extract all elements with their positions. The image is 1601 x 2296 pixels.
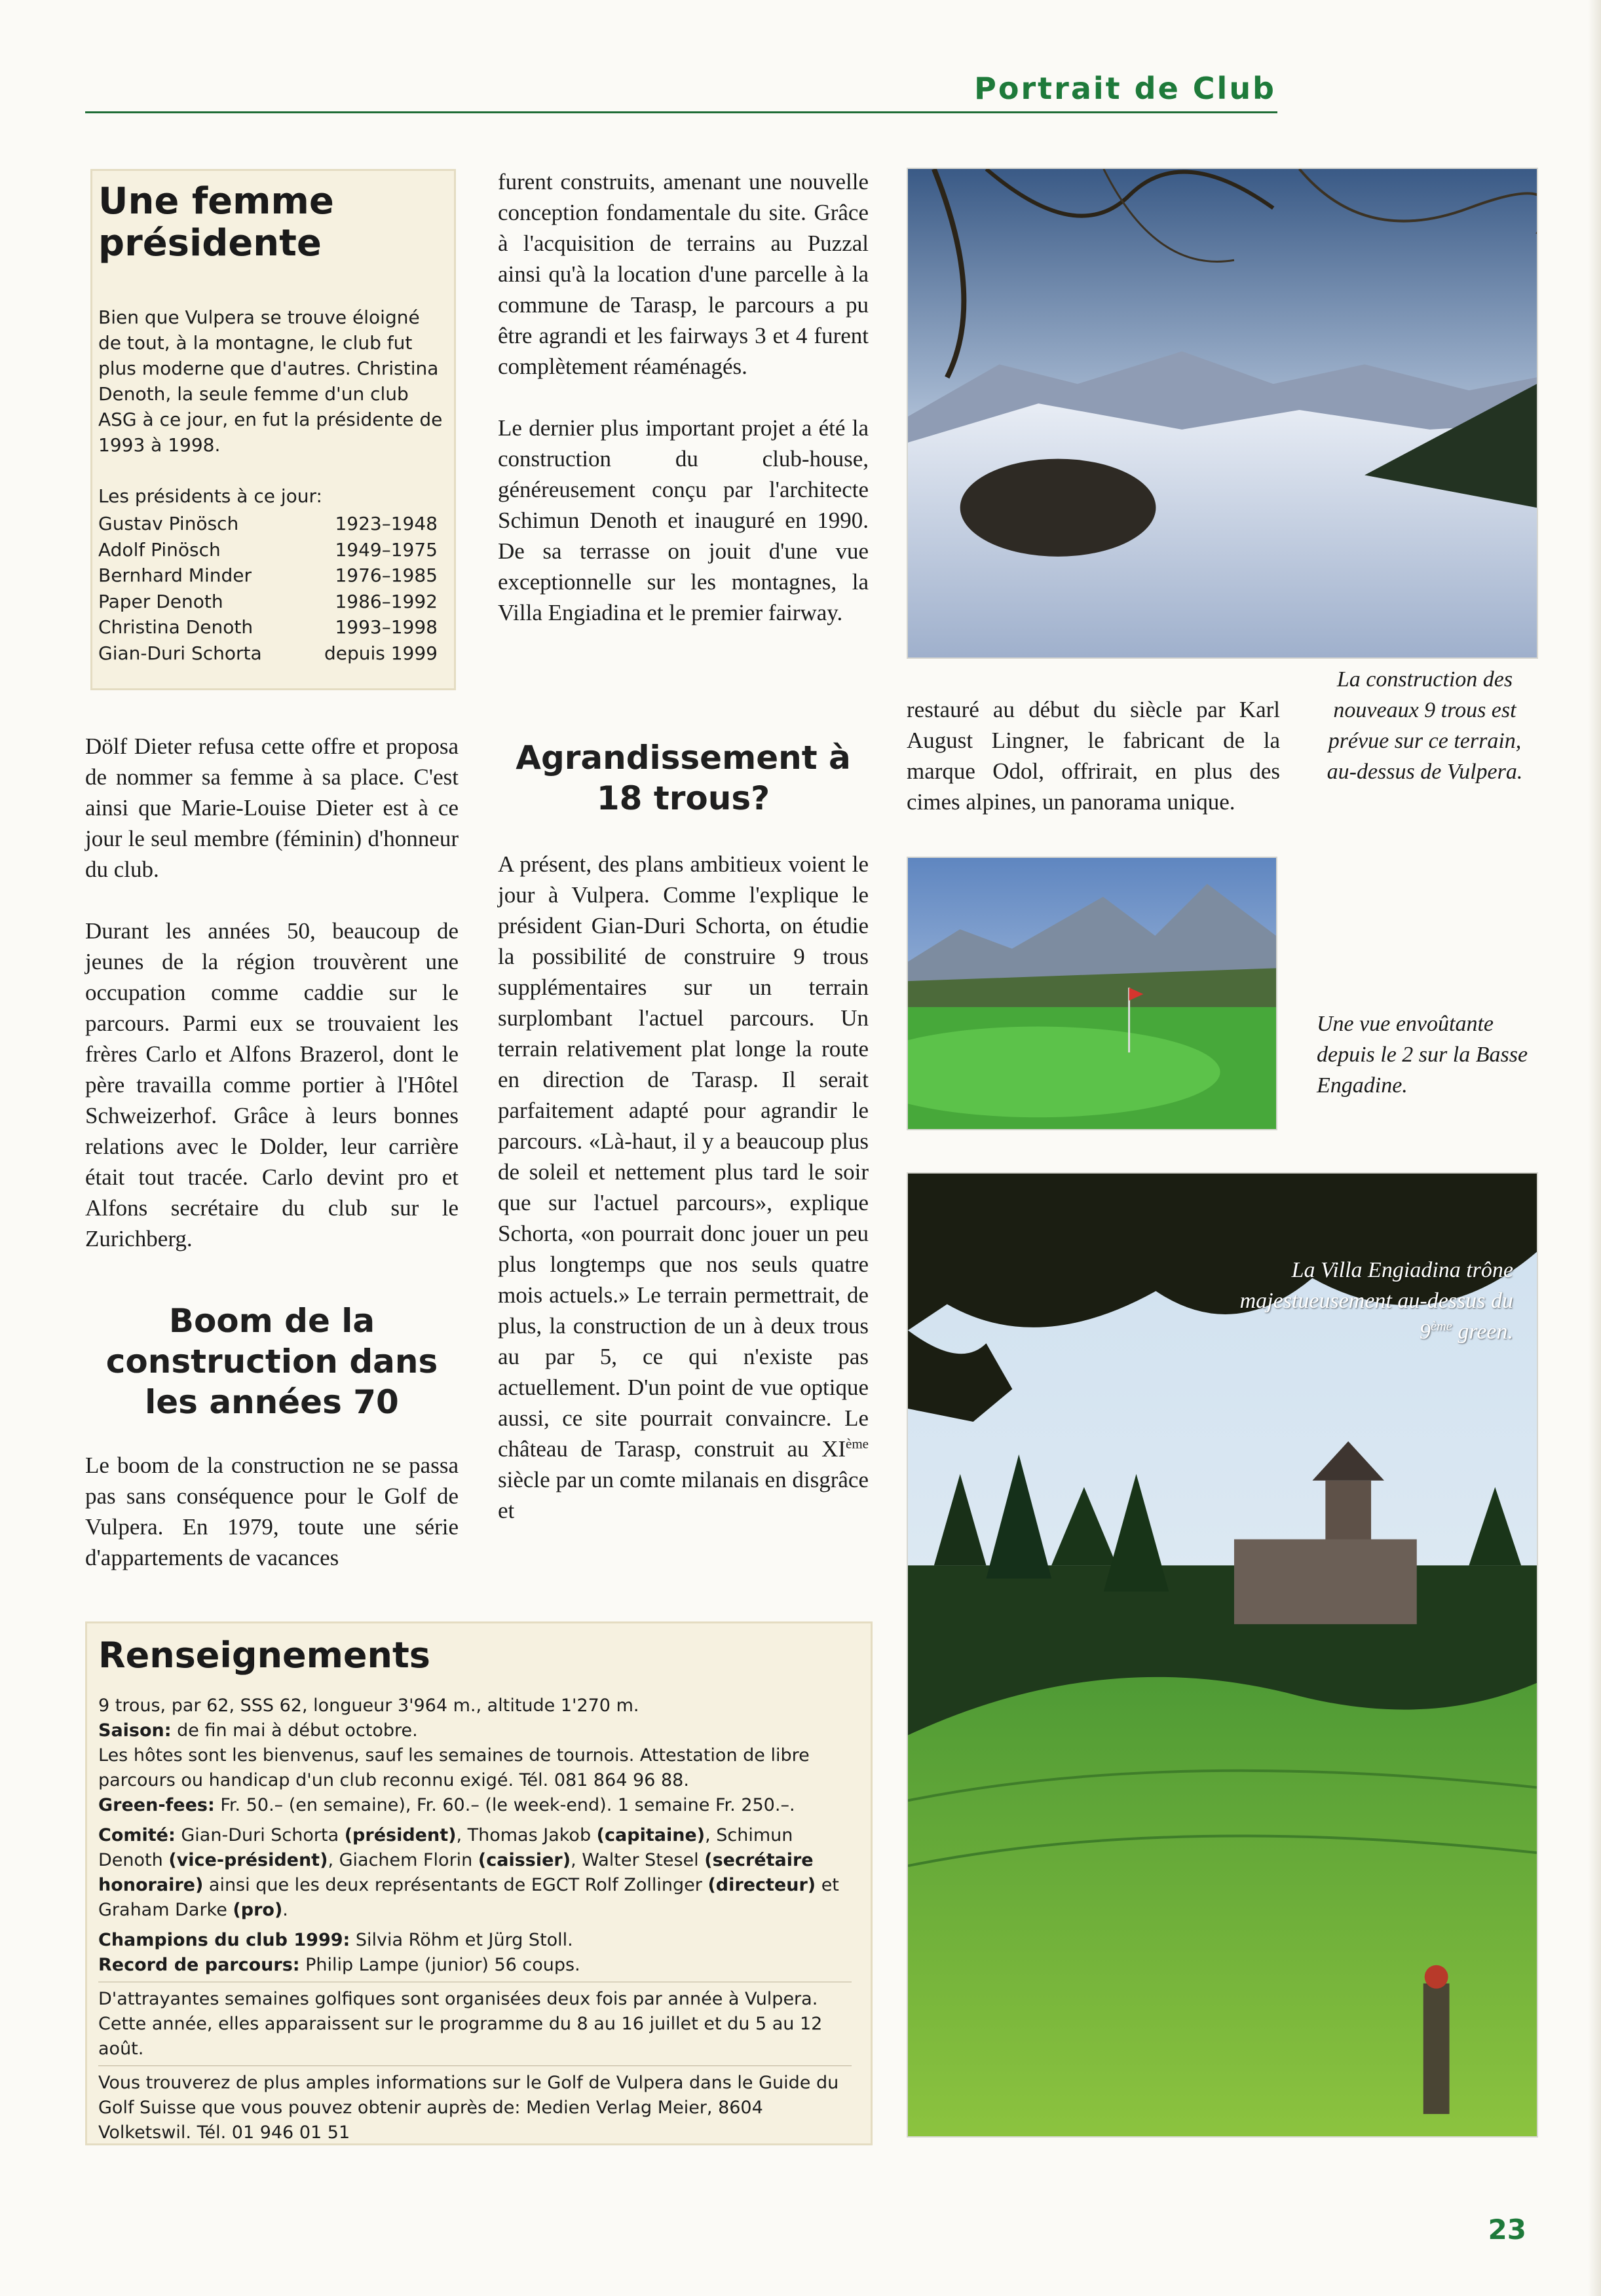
- president-list-title: Les présidents à ce jour:: [98, 485, 322, 507]
- info-role: (président): [344, 1825, 457, 1845]
- header-rule: [85, 111, 1277, 113]
- info-line: Vous trouverez de plus amples informations sur le Golf de Vulpera dans le Guide du Golf Suisse que vous pouvez obtenir auprès de: Medien Verlag Meier, 8604 Volketswil. Tél. 01 946 01 51: [98, 2073, 839, 2143]
- photo-golf-green-flag: [907, 857, 1277, 1130]
- info-value: Silvia Röhm et Jürg Stoll.: [350, 1930, 573, 1950]
- president-name: Paper Denoth: [98, 590, 223, 612]
- president-years: 1923–1948: [335, 513, 438, 534]
- president-row: [98, 537, 438, 563]
- president-row: [98, 640, 438, 667]
- info-value: ainsi que les deux représentants de EGCT Rolf Zollinger: [203, 1875, 708, 1895]
- caption-construction: La construction des nouveaux 9 trous est prévue sur ce terrain, au-dessus de Vulpera.: [1327, 667, 1523, 784]
- paragraph: Le boom de la construction ne se passa pas sans conséquence pour le Golf de Vulpera. En 1979, toute une série d'appartements de vacances: [85, 1453, 459, 1570]
- paragraph: Le dernier plus important projet a été la construction du club-house, généreusement conçu par l'architecte Schimun Denoth et inauguré en 1990. De sa terrasse on jouit d'une vue exceptionnelle sur les montagnes, la Villa Engiadina et le premier fairway.: [498, 415, 869, 625]
- divider: [98, 2065, 852, 2066]
- superscript: ème: [846, 1435, 869, 1452]
- info-value: , Walter Stesel: [571, 1850, 705, 1870]
- paragraph: Dölf Dieter refusa cette offre et proposa de nommer sa femme à sa place. C'est ainsi que Marie-Louise Dieter est à ce jour le seul membre (féminin) d'honneur du club.: [85, 733, 459, 882]
- president-years: 1976–1985: [335, 565, 438, 586]
- president-name: Christina Denoth: [98, 616, 254, 638]
- president-list: [98, 511, 438, 666]
- info-role: (pro): [233, 1900, 283, 1920]
- info-label: Saison:: [98, 1720, 172, 1741]
- info-value: , Thomas Jakob: [456, 1825, 597, 1845]
- president-row: [98, 511, 438, 537]
- info-line: [98, 1793, 858, 1818]
- info-line: D'attrayantes semaines golfiques sont organisées deux fois par année à Vulpera. Cette année, elles apparaissent sur le programme du 8 au 16 juillet et du 5 au 12 août.: [98, 1989, 823, 2059]
- heading-agrandissement: Agrandissement à 18 trous?: [516, 739, 851, 817]
- president-years: 1993–1998: [335, 616, 438, 638]
- president-box-intro: Bien que Vulpera se trouve éloigné de tout, à la montagne, le club fut plus moderne que d'autres. Christina Denoth, la seule femme d'un club ASG à ce jour, en fut la présidente de 1993 à 1998.: [98, 306, 443, 456]
- photo-snow-landscape: [907, 168, 1538, 659]
- column1-text: [85, 731, 459, 1254]
- info-line-comite: [98, 1823, 858, 1923]
- info-role: (directeur): [707, 1875, 816, 1895]
- president-name: Gian-Duri Schorta: [98, 642, 262, 664]
- info-value: et Graham Darke: [98, 1875, 839, 1920]
- caption-part: green.: [1452, 1320, 1513, 1344]
- president-row: [98, 589, 438, 615]
- info-value: Philip Lampe (junior) 56 coups.: [299, 1955, 580, 1975]
- info-label: Champions du club 1999:: [98, 1930, 350, 1950]
- info-role: (secrétaire honoraire): [98, 1850, 814, 1895]
- president-name: Gustav Pinösch: [98, 513, 239, 534]
- info-value: , Schimun Denoth: [98, 1825, 793, 1870]
- president-years: 1986–1992: [335, 590, 438, 612]
- info-value: , Giachem Florin: [328, 1850, 478, 1870]
- info-label: Record de parcours:: [98, 1955, 300, 1975]
- paragraph-part: A présent, des plans ambitieux voient le jour à Vulpera. Comme l'explique le président Gian-Duri Schorta, on étudie la possibilité de construire 9 trous supplémentaires sur un terrain surplombant l'actuel parcours. Un terrain relativement plat longe la route en direction de Tarasp. Il serait parfaitement adapté pour agrandir le parcours. «Là-haut, il y a beaucoup plus de soleil et nettement plus tard le soir que sur l'actuel parcours», explique Schorta, «on pourrait donc jouer un peu plus longtemps que nos seuls quatre mois actuels.» Le terrain permettrait, de plus, la construction de un à deux trous au par 5, ce qui n'existe pas actuellement. D'un point de vue optique aussi, ce site pourrait convaincre. Le château de Tarasp, construit au XI: [498, 851, 869, 1462]
- paragraph: furent construits, amenant une nouvelle conception fondamentale du site. Grâce à l'acquisition de terrains au Puzzal ainsi qu'à la location d'une parcelle à la commune de Tarasp, le parcours a pu être agrandi et les fairways 3 et 4 furent complètement réaménagés.: [498, 169, 869, 379]
- caption-villa: [1225, 1255, 1513, 1347]
- president-name: Bernhard Minder: [98, 565, 252, 586]
- caption-vue: Une vue envoûtante depuis le 2 sur la Basse Engadine.: [1317, 1012, 1528, 1098]
- info-role: (caissier): [478, 1850, 571, 1870]
- info-line: [98, 1953, 858, 1978]
- caption-part: La Villa Engiadina trône majestueusement au-dessus du 9: [1239, 1258, 1513, 1344]
- section-title: Portrait de Club: [974, 71, 1276, 106]
- column2-agrand-text: [498, 849, 869, 1526]
- page-number: 23: [1488, 2213, 1526, 2246]
- paragraph: Durant les années 50, beaucoup de jeunes de la région trouvèrent une occupation comme caddie sur le parcours. Parmi eux se trouvaient les frères Carlo et Alfons Brazerol, dont le père travailla comme portier à l'Hôtel Schweizerhof. Grâce à leurs bonnes relations avec le Dolder, leur carrière était tout tracée. Carlo devint pro et Alfons secrétaire du club sur le Zurichberg.: [85, 918, 459, 1251]
- info-role: (capitaine): [596, 1825, 706, 1845]
- president-box-title: Une femme présidente: [98, 180, 334, 265]
- president-years: 1949–1975: [335, 538, 438, 561]
- info-value: Gian-Duri Schorta: [175, 1825, 345, 1845]
- president-name: Adolf Pinösch: [98, 538, 221, 561]
- renseignements-title: Renseignements: [98, 1635, 430, 1676]
- info-line: [98, 1718, 858, 1743]
- president-row: [98, 614, 438, 640]
- page-edge-shadow: [1588, 0, 1601, 2296]
- column3-text: restauré au début du siècle par Karl August Lingner, le fabricant de la marque Odol, offrirait, en plus des cimes alpines, un panorama unique.: [907, 697, 1280, 815]
- paragraph-part: siècle par un comte milanais en disgrâce et: [498, 1467, 869, 1523]
- info-line: Les hôtes sont les bienvenus, sauf les semaines de tournois. Attestation de libre parcours ou handicap d'un club reconnu exigé. Tél. 081 864 96 88.: [98, 1745, 810, 1790]
- info-value: Fr. 50.– (en semaine), Fr. 60.– (le week-end). 1 semaine Fr. 250.–.: [214, 1795, 795, 1815]
- president-row: [98, 563, 438, 589]
- info-line: 9 trous, par 62, SSS 62, longueur 3'964 m., altitude 1'270 m.: [98, 1695, 639, 1716]
- heading-boom-construction: Boom de la construction dans les années 70: [105, 1302, 438, 1421]
- info-label: Comité:: [98, 1825, 176, 1845]
- column2-text: [498, 166, 869, 628]
- column1-boom-text: [85, 1450, 459, 1573]
- renseignements-body: [98, 1694, 858, 2145]
- info-label: Green-fees:: [98, 1795, 215, 1815]
- info-value: de fin mai à début octobre.: [171, 1720, 418, 1741]
- info-line: [98, 1928, 858, 1953]
- president-years: depuis 1999: [324, 642, 438, 664]
- info-role: (vice-président): [168, 1850, 328, 1870]
- superscript: ème: [1431, 1319, 1452, 1334]
- paragraph: [498, 849, 869, 1526]
- info-value: .: [282, 1900, 288, 1920]
